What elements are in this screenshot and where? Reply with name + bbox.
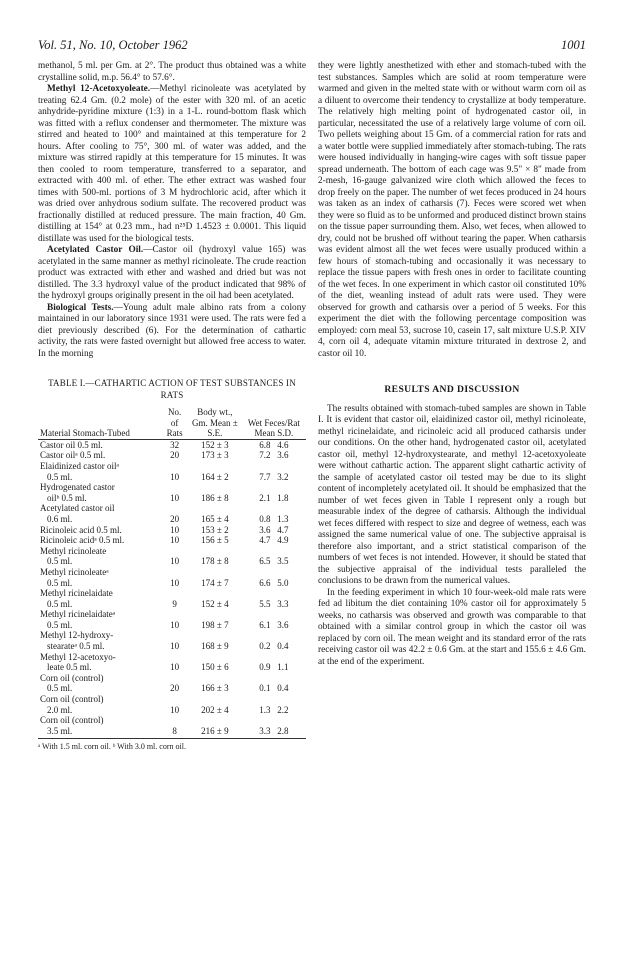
cell-wet-feces — [242, 439, 306, 450]
wet-feces-mean: 0.8 — [259, 513, 271, 524]
header-no-of-rats: No. of Rats — [161, 407, 188, 439]
cell-material: Corn oil (control) — [40, 715, 104, 726]
cell-wet-feces — [242, 493, 306, 504]
wet-feces-sd: 3.2 — [277, 471, 289, 482]
cell-wet-feces — [242, 705, 306, 716]
cell-material-dose: 0.5 ml. — [47, 598, 73, 609]
cathartic-action-table — [38, 407, 306, 736]
section-title-acetylated-castor-oil: Acetylated Castor Oil. — [47, 245, 144, 255]
cell-material: Ricinoleic acid 0.5 ml. — [40, 524, 122, 535]
cell-body-weight: 174 ± 7 — [201, 577, 229, 588]
wet-feces-sd: 4.7 — [277, 524, 289, 535]
wet-feces-mean: 0.9 — [259, 662, 271, 673]
right-column — [318, 61, 586, 753]
cell-body-weight: 152 ± 3 — [201, 439, 229, 450]
table-row-continued — [38, 683, 306, 694]
cell-no-of-rats: 10 — [170, 524, 180, 535]
cell-material: Corn oil (control) — [40, 672, 104, 683]
cell-no-of-rats: 10 — [170, 471, 180, 482]
wet-feces-mean: 7.2 — [259, 450, 271, 461]
table-row-continued — [38, 620, 306, 631]
wet-feces-mean: 6.8 — [259, 439, 271, 450]
table-row — [38, 609, 306, 620]
cell-body-weight: 152 ± 4 — [201, 598, 229, 609]
wet-feces-sd: 3.6 — [277, 619, 289, 630]
journal-volume: Vol. 51, No. 10, October 1962 — [38, 38, 188, 52]
paragraph-acetylated-castor-oil — [38, 245, 306, 303]
table-footnote: ᵃ With 1.5 ml. corn oil. ᵇ With 3.0 ml. corn oil. — [38, 738, 306, 753]
cell-no-of-rats: 20 — [170, 683, 180, 694]
cell-wet-feces — [242, 450, 306, 461]
cell-material: Corn oil (control) — [40, 694, 104, 705]
wet-feces-mean: 1.3 — [259, 704, 271, 715]
table-row-continued — [38, 514, 306, 525]
table-row-continued — [38, 705, 306, 716]
cell-no-of-rats: 10 — [170, 556, 180, 567]
cell-wet-feces — [242, 578, 306, 589]
table-row — [38, 652, 306, 663]
wet-feces-sd: 3.6 — [277, 450, 289, 461]
wet-feces-mean: 3.6 — [259, 524, 271, 535]
cell-material-dose: stearateᵃ 0.5 ml. — [47, 641, 105, 652]
table-row — [38, 503, 306, 514]
cell-no-of-rats: 10 — [170, 662, 180, 673]
table-row — [38, 535, 306, 546]
cell-material: Methyl ricinelaidateᵃ — [40, 609, 116, 620]
cell-material-dose: 0.6 ml. — [47, 513, 73, 524]
left-column — [38, 61, 306, 753]
cell-body-weight: 186 ± 8 — [201, 492, 229, 503]
cell-material-dose: 0.5 ml. — [47, 683, 73, 694]
table-row — [38, 439, 306, 450]
table-caption: TABLE I.—CATHARTIC ACTION OF TEST SUBSTANCES IN RATS — [48, 378, 296, 400]
page-number: 1001 — [561, 38, 586, 52]
cell-material-dose: 0.5 ml. — [47, 619, 73, 630]
cell-body-weight: 216 ± 9 — [201, 725, 229, 736]
wet-feces-sd: 1.1 — [277, 662, 289, 673]
table-row — [38, 567, 306, 578]
table-header-row — [38, 407, 306, 439]
cell-material: Ricinoleic acidᵃ 0.5 ml. — [40, 535, 125, 546]
cell-wet-feces — [242, 556, 306, 567]
table-row — [38, 694, 306, 705]
cell-material-dose: leate 0.5 ml. — [47, 662, 92, 673]
wet-feces-mean: 2.1 — [259, 492, 271, 503]
header-material: Material Stomach-Tubed — [38, 407, 161, 439]
table-row-continued — [38, 493, 306, 504]
cell-material-dose: 3.5 ml. — [47, 725, 73, 736]
wet-feces-sd: 2.8 — [277, 725, 289, 736]
cell-no-of-rats: 10 — [170, 492, 180, 503]
paragraph-feeding-experiment: In the feeding experiment in which 10 four-week-old male rats were fed ad libitum the diet containing 10% castor oil for approximately 5 weeks, no catharsis was observed and growth was comparable to that obtained with a similar control group in which the castor oil was replaced by corn oil. The mean weight and its standard error of the rats receiving castor oil was 42.2 ± 0.6 Gm. at the start and 155.6 ± 4.6 Gm. at the end of the experiment. — [318, 587, 586, 667]
paragraph-procedure: they were lightly anesthetized with ether and stomach-tubed with the test substances. Samples which are solid at room temperature were warmed and given in the melted state with or without warm corn oil as a diluent to overcome their tendency to crystallize at body temperature. The relatively high melting point of hydrogenated castor oil, in particular, necessitated the use of a relatively large volume of corn oil. Two pellets weighing about 15 Gm. of a commercial ration for rats and a water bottle were supplied immediately after stomach-tubing. The rats were housed individually in hanging-wire cages with soft tissue paper spread underneath. The bottom of each cage was 9.5" × 8" made from 2-mesh, 16-gauge galvanized wire cloth which allowed the feces to drop freely on the paper. The number of wet feces produced in 24 hours was taken as an index of catharsis (7). Feces were scored wet when they were so fluid as to be unformed and produced distinct brown stains on the tissue paper surrounding them. Also, wet feces, when allowed to dry, could not be brushed off without tearing the paper. When catharsis was evident almost all the wet feces were usually produced within a few hours of stomach-tubing and occasionally it was necessary to replace the tissue papers with fresh ones in order to facilitate counting of the wet feces. In one experiment in which castor oil constituted 10% of the diet, weanling instead of adult rats were used. They were observed for growth and catharsis over a period of 5 weeks. For this experiment the diet with the following percentage composition was employed: corn meal 53, sucrose 10, casein 17, salt mixture U.S.P. XIV 4, corn oil 4, adequate vitamin mixture triturated in dextrose 2, and castor oil 10. — [318, 61, 586, 359]
table-row-continued — [38, 599, 306, 610]
paragraph-results: The results obtained with stomach-tubed samples are shown in Table I. It is evident that castor oil, elaidinized castor oil, methyl ricinoleate, methyl ricinelaidate, and ricinoleic acid all produced catharsis under our conditions. On the other hand, hydrogenated castor oil, acetylated castor oil, methyl 12-hydroxystearate, and methyl 12-acetoxyoleate were without cathartic action. The apparent slight cathartic activity of the sample of acetylated castor oil tested may be due to its slight content of incompletely acetylated oil. It should be emphasized that the number of wet feces given in Table I represent only a rough but measurable index of the degree of catharsis. Although the individual wet feces differed with respect to size and degree of wetness, each was assigned the same numerical value of one. The subjective appraisal is therefore also important, and a strict statistical comparison of the numbers of wet feces is not intended. However, it should be stated that the subjective appraisal of the individual tests paralleled the conclusions to be drawn from the numerical values. — [318, 403, 586, 586]
cell-wet-feces — [242, 535, 306, 546]
cell-material: Methyl ricinoleateᵃ — [40, 566, 109, 577]
cell-material: Acetylated castor oil — [40, 503, 115, 514]
paragraph-methyl-acetoxyoleate — [38, 84, 306, 245]
cell-wet-feces — [242, 683, 306, 694]
cell-wet-feces — [242, 599, 306, 610]
cell-body-weight: 198 ± 7 — [201, 619, 229, 630]
cell-no-of-rats: 10 — [170, 641, 180, 652]
cell-wet-feces — [242, 641, 306, 652]
cell-no-of-rats: 32 — [170, 439, 180, 450]
table-row — [38, 630, 306, 641]
wet-feces-sd: 1.8 — [277, 492, 289, 503]
cell-no-of-rats: 20 — [170, 513, 180, 524]
cell-material: Castor oil 0.5 ml. — [40, 439, 103, 450]
table-row — [38, 450, 306, 461]
cell-wet-feces — [242, 525, 306, 536]
two-column-body — [38, 61, 586, 753]
cell-material: Hydrogenated castor — [40, 482, 115, 493]
table-row-continued — [38, 726, 306, 737]
header-wet-feces: Wet Feces/Rat Mean S.D. — [242, 407, 306, 439]
paragraph-text: —Methyl ricinoleate was acetylated by treating 62.4 Gm. (0.2 mole) of the ester with 320 ml. of an acetic anhydride-pyridine mixture (1:3) in a 1-L. round-bottom flask which was fitted with a reflux condenser and thermometer. The mixture was stirred and heated to 100° and maintained at this temperature for 2 hours. After cooling to 75°, 300 ml. of water was added, and the mixture was stirred rapidly at this temperature for 15 minutes. It was then cooled to room temperature, transferred to a separator, and extracted with 400 ml. of ether. The ether extract was washed four times with 500-ml. portions of 3 M hydrochloric acid, after which it was dried over anhydrous sodium sulfate. The recovered product was fractionally distilled at reduced pressure. The main fraction, 40 Gm. distilling at 154° at 0.23 mm., had n²⁵D 1.4523 ± 0.0001. This liquid distillate was used for the biological tests. — [38, 84, 306, 244]
cell-no-of-rats: 10 — [170, 619, 180, 630]
paragraph-biological-tests — [38, 303, 306, 361]
table-row — [38, 546, 306, 557]
running-header — [38, 38, 586, 53]
wet-feces-sd: 0.4 — [277, 641, 289, 652]
table-row-continued — [38, 578, 306, 589]
cell-wet-feces — [242, 662, 306, 673]
cell-body-weight: 166 ± 3 — [201, 683, 229, 694]
cell-no-of-rats: 10 — [170, 704, 180, 715]
wet-feces-mean: 3.3 — [259, 725, 271, 736]
cell-no-of-rats: 9 — [172, 598, 177, 609]
wet-feces-sd: 1.3 — [277, 513, 289, 524]
wet-feces-sd: 3.3 — [277, 598, 289, 609]
cell-material: Methyl ricinoleate — [40, 545, 107, 556]
table-row — [38, 673, 306, 684]
cell-no-of-rats: 10 — [170, 535, 180, 546]
cell-material-dose: 0.5 ml. — [47, 577, 73, 588]
cell-material-dose: 0.5 ml. — [47, 471, 73, 482]
wet-feces-mean: 7.7 — [259, 471, 271, 482]
wet-feces-mean: 5.5 — [259, 598, 271, 609]
cell-wet-feces — [242, 472, 306, 483]
section-title-methyl-acetoxyoleate: Methyl 12-Acetoxyoleate. — [47, 84, 151, 94]
cell-body-weight: 164 ± 2 — [201, 471, 229, 482]
wet-feces-sd: 2.2 — [277, 704, 289, 715]
cell-material: Elaidinized castor oilᵃ — [40, 460, 119, 471]
cell-no-of-rats: 8 — [172, 725, 177, 736]
cell-wet-feces — [242, 726, 306, 737]
paragraph-text: —Castor oil (hydroxyl value 165) was acetylated in the same manner as methyl ricinoleate. The crude reaction product was extracted with ether and washed and dried but was not distilled. The 3.3 hydroxyl value of the product indicated that 98% of the hydroxyl groups originally present in the oil had been acetylated. — [38, 245, 307, 301]
table-row-continued — [38, 556, 306, 567]
cell-material: Castor oilᵃ 0.5 ml. — [40, 450, 106, 461]
cell-no-of-rats: 10 — [170, 577, 180, 588]
wet-feces-sd: 4.6 — [277, 439, 289, 450]
table-row — [38, 461, 306, 472]
cell-body-weight: 173 ± 3 — [201, 450, 229, 461]
cell-material: Methyl 12-acetoxyo- — [40, 651, 116, 662]
cell-body-weight: 178 ± 8 — [201, 556, 229, 567]
wet-feces-mean: 6.1 — [259, 619, 271, 630]
wet-feces-sd: 0.4 — [277, 683, 289, 694]
cell-no-of-rats: 20 — [170, 450, 180, 461]
wet-feces-sd: 3.5 — [277, 556, 289, 567]
table-row — [38, 525, 306, 536]
header-body-weight: Body wt., Gm. Mean ± S.E. — [188, 407, 242, 439]
section-title-biological-tests: Biological Tests. — [47, 302, 114, 313]
wet-feces-sd: 4.9 — [277, 535, 289, 546]
section-heading-results: RESULTS AND DISCUSSION — [384, 384, 520, 395]
cell-body-weight: 168 ± 9 — [201, 641, 229, 652]
cell-material: Methyl ricinelaidate — [40, 588, 113, 599]
table-row-continued — [38, 662, 306, 673]
cell-material-dose: 2.0 ml. — [47, 704, 73, 715]
wet-feces-mean: 4.7 — [259, 535, 271, 546]
cell-body-weight: 165 ± 4 — [201, 513, 229, 524]
table-row — [38, 588, 306, 599]
cell-material-dose: oilᵇ 0.5 ml. — [47, 492, 87, 503]
cell-wet-feces — [242, 514, 306, 525]
table-row — [38, 482, 306, 493]
wet-feces-mean: 0.2 — [259, 641, 271, 652]
paragraph-methanol: methanol, 5 ml. per Gm. at 2°. The product thus obtained was a white crystalline solid, m.p. 56.4° to 57.6°. — [38, 61, 306, 83]
cell-body-weight: 156 ± 5 — [201, 535, 229, 546]
paragraph-text: —Young adult male albino rats from a colony maintained in our laboratory since 1931 were used. The rats were fed a diet previously described (6). For the determination of cathartic activity, the rats were fasted overnight but allowed free access to water. In the morning — [38, 302, 306, 359]
table-row-continued — [38, 472, 306, 483]
cell-body-weight: 150 ± 6 — [201, 662, 229, 673]
wet-feces-mean: 6.5 — [259, 556, 271, 567]
cell-wet-feces — [242, 620, 306, 631]
cell-material-dose: 0.5 ml. — [47, 556, 73, 567]
cell-body-weight: 202 ± 4 — [201, 704, 229, 715]
wet-feces-mean: 0.1 — [259, 683, 271, 694]
table-row-continued — [38, 641, 306, 652]
wet-feces-sd: 5.0 — [277, 577, 289, 588]
wet-feces-mean: 6.6 — [259, 577, 271, 588]
table-row — [38, 715, 306, 726]
cell-body-weight: 153 ± 2 — [201, 524, 229, 535]
cell-material: Methyl 12-hydroxy- — [40, 630, 114, 641]
